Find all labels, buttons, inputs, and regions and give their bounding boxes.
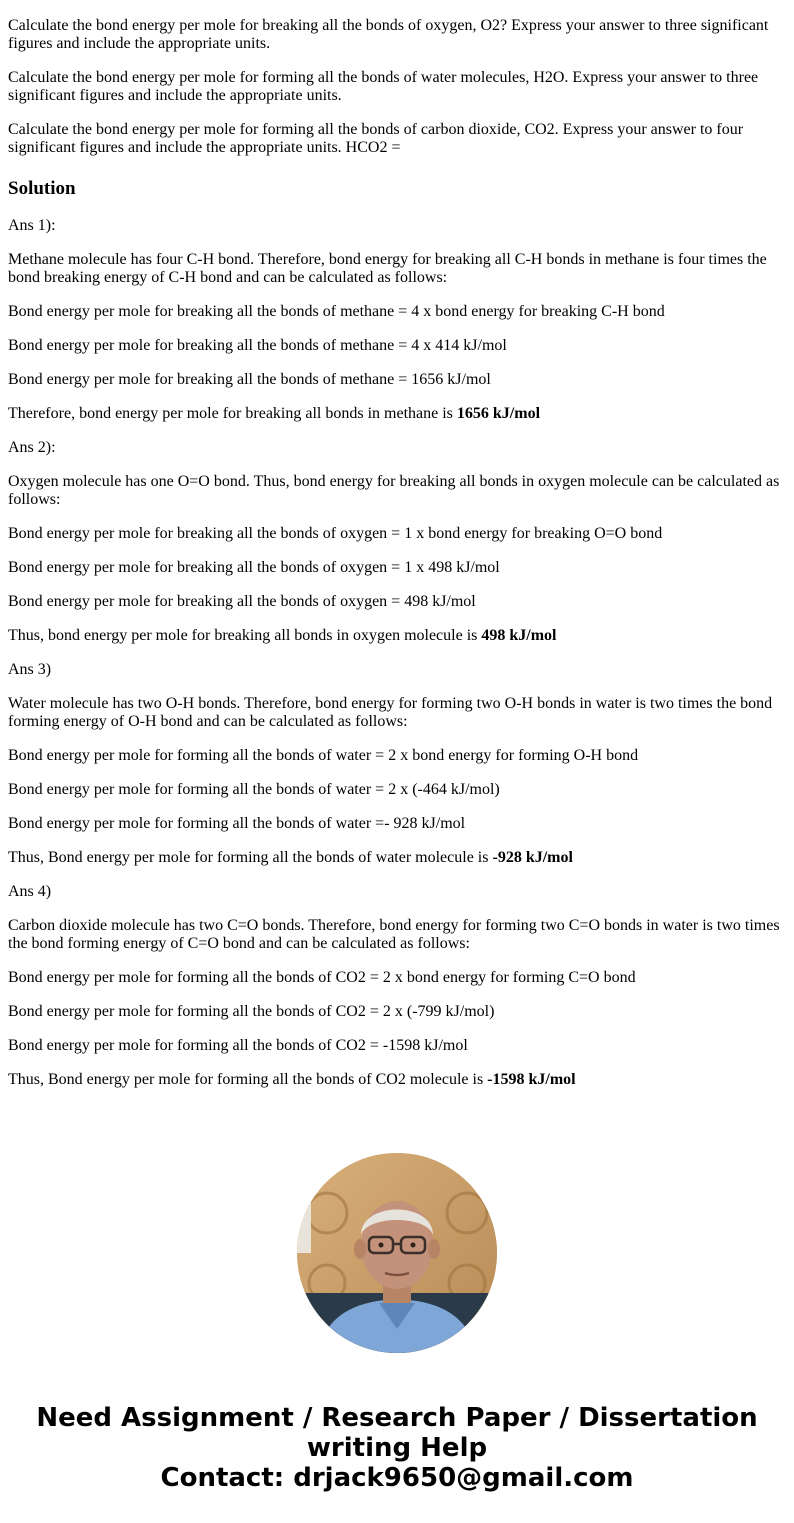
tutor-photo-icon <box>297 1153 497 1353</box>
ans1-conclusion <box>8 405 786 423</box>
question-1-tail <box>8 0 786 1</box>
ans4-step2: Bond energy per mole for forming all the bonds of CO2 = 2 x (-799 kJ/mol) <box>8 1003 495 1020</box>
ans3-conclusion <box>8 849 786 867</box>
ans3-conclusion-text: Thus, Bond energy per mole for forming all the bonds of water molecule is <box>8 849 493 866</box>
ans1-step2: Bond energy per mole for breaking all the bonds of methane = 4 x 414 kJ/mol <box>8 337 507 354</box>
ans1-conclusion-text: Therefore, bond energy per mole for breaking all bonds in methane is <box>8 405 457 422</box>
ans3-step1: Bond energy per mole for forming all the bonds of water = 2 x bond energy for forming O-H bond <box>8 747 639 764</box>
solution-heading: Solution <box>8 178 76 199</box>
ans2-conclusion-text: Thus, bond energy per mole for breaking all bonds in oxygen molecule is <box>8 627 482 644</box>
ans3-result: -928 kJ/mol <box>492 849 573 866</box>
contact-banner <box>0 1403 794 1493</box>
ans1-label: Ans 1): <box>8 217 56 234</box>
banner-contact-line: Contact: drjack9650@gmail.com <box>160 1463 634 1493</box>
question-3: Calculate the bond energy per mole for forming all the bonds of water molecules, H2O. Express your answer to three significant figures and include the appropriate units. <box>8 69 759 104</box>
ans2-step2: Bond energy per mole for breaking all the bonds of oxygen = 1 x 498 kJ/mol <box>8 559 500 576</box>
ans4-step1: Bond energy per mole for forming all the bonds of CO2 = 2 x bond energy for forming C=O bond <box>8 969 636 986</box>
ans4-step3: Bond energy per mole for forming all the bonds of CO2 = -1598 kJ/mol <box>8 1037 468 1054</box>
question-2: Calculate the bond energy per mole for breaking all the bonds of oxygen, O2? Express your answer to three significant figures and include the appropriate units. <box>8 17 769 52</box>
ans2-intro: Oxygen molecule has one O=O bond. Thus, bond energy for breaking all bonds in oxygen molecule can be calculated as follows: <box>8 473 780 508</box>
tutor-avatar <box>297 1153 497 1353</box>
ans1-intro: Methane molecule has four C-H bond. Therefore, bond energy for breaking all C-H bonds in methane is four times the bond breaking energy of C-H bond and can be calculated as follows: <box>8 251 767 286</box>
banner-line-2: writing Help <box>306 1433 488 1463</box>
ans1-step1: Bond energy per mole for breaking all the bonds of methane = 4 x bond energy for breaking C-H bond <box>8 303 665 320</box>
document-content <box>8 0 786 1105</box>
ans2-conclusion <box>8 627 786 645</box>
question-4: Calculate the bond energy per mole for forming all the bonds of carbon dioxide, CO2. Express your answer to four significant figures and include the appropriate units. HCO2 = <box>8 121 744 156</box>
ans1-result: 1656 kJ/mol <box>456 405 541 422</box>
ans4-intro: Carbon dioxide molecule has two C=O bonds. Therefore, bond energy for forming two C=O bonds in water is two times the bond forming energy of C=O bond and can be calculated as follows: <box>8 917 780 952</box>
ans1-step3: Bond energy per mole for breaking all the bonds of methane = 1656 kJ/mol <box>8 371 491 388</box>
ans2-step1: Bond energy per mole for breaking all the bonds of oxygen = 1 x bond energy for breaking O=O bond <box>8 525 663 542</box>
ans2-result: 498 kJ/mol <box>481 627 557 644</box>
ans2-label: Ans 2): <box>8 439 56 456</box>
ans3-step2: Bond energy per mole for forming all the bonds of water = 2 x (-464 kJ/mol) <box>8 781 500 798</box>
banner-line-1: Need Assignment / Research Paper / Dissertation <box>36 1403 758 1433</box>
ans3-label: Ans 3) <box>8 661 52 678</box>
ans2-step3: Bond energy per mole for breaking all the bonds of oxygen = 498 kJ/mol <box>8 593 476 610</box>
ans4-conclusion-text: Thus, Bond energy per mole for forming all the bonds of CO2 molecule is <box>8 1071 488 1088</box>
ans4-label: Ans 4) <box>8 883 52 900</box>
ans4-conclusion <box>8 1071 786 1089</box>
ans4-result: -1598 kJ/mol <box>487 1071 576 1088</box>
ans3-intro: Water molecule has two O-H bonds. Therefore, bond energy for forming two O-H bonds in water is two times the bond forming energy of O-H bond and can be calculated as follows: <box>8 695 773 730</box>
ans3-step3: Bond energy per mole for forming all the bonds of water =- 928 kJ/mol <box>8 815 466 832</box>
